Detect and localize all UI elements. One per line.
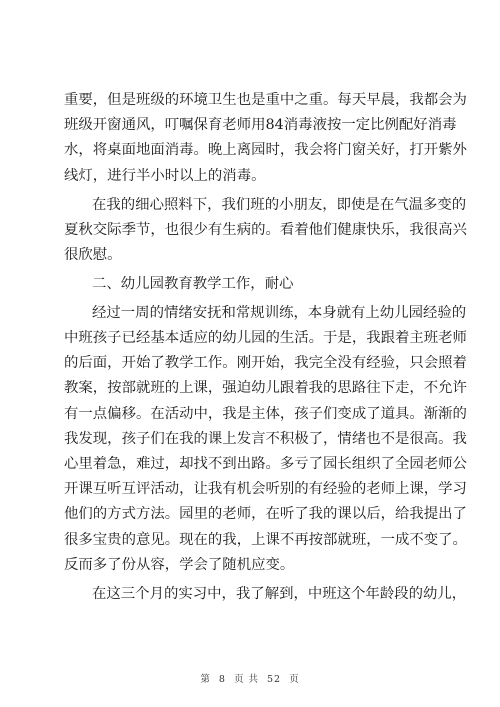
paragraph — [64, 582, 467, 607]
document-body — [64, 88, 467, 611]
paragraph — [64, 88, 467, 189]
text-line: 教案，按部就班的上课，强迫幼儿跟着我的思路往下走，不允许 — [64, 380, 467, 397]
footer-suffix: 页 — [289, 674, 300, 685]
text-line: 中班孩子已经基本适应的幼儿园的生活。于是，我跟着主班老师 — [64, 330, 467, 347]
text-line: 线灯，进行半小时以上的消毒。 — [64, 167, 266, 184]
text-line: 有一点偏移。在活动中，我是主体，孩子们变成了道具。渐渐的 — [64, 405, 467, 422]
text-line: 二、幼儿园教育教学工作，耐心 — [92, 275, 294, 292]
text-line: 水，将桌面地面消毒。晚上离园时，我会将门窗关好，打开紫外 — [64, 142, 467, 159]
text-line: 他们的方式方法。园里的老师，在听了我的课以后，给我提出了 — [64, 506, 467, 523]
footer-prefix: 第 — [200, 674, 211, 685]
footer-page-number: 8 — [218, 674, 226, 685]
text-line: 很多宝贵的意见。现在的我，上课不再按部就班，一成不变了。 — [64, 531, 467, 548]
text-line: 班级开窗通风，叮嘱保育老师用84消毒液按一定比例配好消毒 — [64, 117, 457, 134]
text-line: 在我的细心照料下，我们班的小朋友，即使是在气温多变的 — [92, 196, 467, 213]
text-line: 重要，但是班级的环境卫生也是重中之重。每天早晨，我都会为 — [64, 92, 467, 108]
footer-middle: 页 共 — [233, 674, 259, 685]
paragraph — [64, 301, 467, 578]
text-line: 很欣慰。 — [64, 246, 122, 263]
text-line: 开课互听互评活动，让我有机会听别的有经验的老师上课，学习 — [64, 481, 467, 498]
text-line: 经过一周的情绪安抚和常规训练，本身就有上幼儿园经验的 — [92, 304, 467, 321]
text-line: 反而多了份从容，学会了随机应变。 — [64, 556, 295, 573]
text-line: 心里着急，难过，却找不到出路。多亏了园长组织了全园老师公 — [64, 456, 467, 473]
paragraph — [64, 193, 467, 269]
footer-total-pages: 52 — [267, 674, 282, 685]
page-footer — [0, 671, 500, 685]
text-line: 夏秋交际季节，也很少有生病的。看着他们健康快乐，我很高兴 — [64, 221, 467, 238]
text-line: 在这三个月的实习中，我了解到，中班这个年龄段的幼儿， — [92, 585, 467, 602]
section-heading — [64, 272, 448, 297]
text-line: 的后面，开始了教学工作。刚开始，我完全没有经验，只会照着 — [64, 355, 467, 372]
text-line: 我发现，孩子们在我的课上发言不积极了，情绪也不是很高。我 — [64, 430, 467, 447]
